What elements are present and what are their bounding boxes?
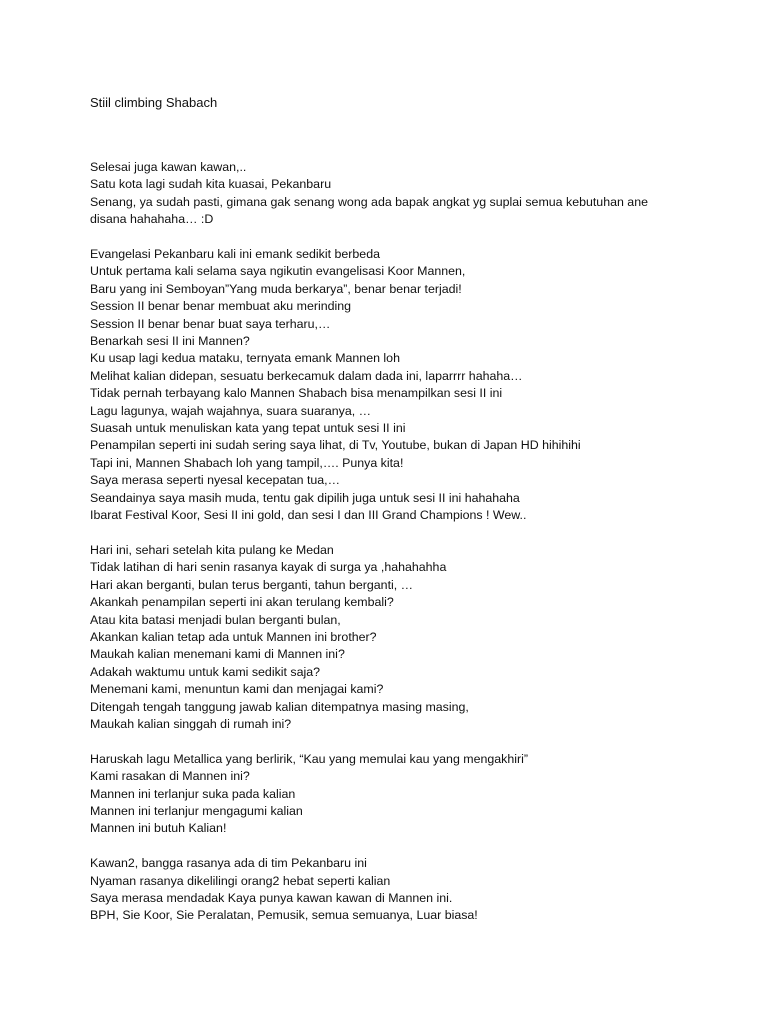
text-line: Maukah kalian singgah di rumah ini? [90,716,292,731]
text-line: Saya merasa seperti nyesal kecepatan tua,… [90,473,341,488]
text-line: Atau kita batasi menjadi bulan berganti bulan, [90,612,341,627]
text-line: Melihat kalian didepan, sesuatu berkecamuk dalam dada ini, laparrrr hahaha… [90,368,523,383]
text-line: Ditengah tengah tanggung jawab kalian ditempatnya masing masing, [90,699,469,714]
text-line: Akankah penampilan seperti ini akan terulang kembali? [90,595,394,610]
text-line: Senang, ya sudah pasti, gimana gak senang wong ada bapak angkat yg suplai semua kebutuhan ane [90,194,648,209]
text-line: Mannen ini terlanjur suka pada kalian [90,786,296,801]
text-line: Saya merasa mendadak Kaya punya kawan kawan di Mannen ini. [90,891,453,905]
text-line: Hari ini, sehari setelah kita pulang ke Medan [90,542,334,557]
text-line: Nyaman rasanya dikelilingi orang2 hebat seperti kalian [90,873,391,888]
text-line: Selesai juga kawan kawan,.. [90,160,247,174]
text-line: Session II benar benar buat saya terharu,… [90,316,331,331]
text-line: Lagu lagunya, wajah wajahnya, suara suaranya, … [90,403,372,418]
document-body [90,159,690,942]
paragraph [90,542,690,733]
text-line: Penampilan seperti ini sudah sering saya lihat, di Tv, Youtube, bukan di Japan HD hihihihi [90,438,581,453]
text-line: Untuk pertama kali selama saya ngikutin evangelisasi Koor Mannen, [90,264,466,279]
paragraph [90,855,690,925]
text-line: Benarkah sesi II ini Mannen? [90,334,250,349]
text-line: Adakah waktumu untuk kami sedikit saja? [90,664,321,679]
text-line: Kawan2, bangga rasanya ada di tim Pekanbaru ini [90,856,367,871]
text-line: Mannen ini terlanjur mengagumi kalian [90,803,303,818]
text-line: Ibarat Festival Koor, Sesi II ini gold, dan sesi I dan III Grand Champions ! Wew.. [90,508,527,523]
text-line: Baru yang ini Semboyan”Yang muda berkarya”, benar benar terjadi! [90,281,462,296]
text-line: Haruskah lagu Metallica yang berlirik, “Kau yang memulai kau yang mengakhiri” [90,751,529,766]
paragraph [90,246,690,525]
text-line: Seandainya saya masih muda, tentu gak dipilih juga untuk sesi II ini hahahaha [90,490,520,505]
text-line: Menemani kami, menuntun kami dan menjagai kami? [90,682,384,697]
text-line: Akankan kalian tetap ada untuk Mannen ini brother? [90,629,377,644]
text-line: Ku usap lagi kedua mataku, ternyata emank Mannen loh [90,351,400,366]
text-line: Hari akan berganti, bulan terus berganti, tahun berganti, … [90,577,414,592]
text-line: BPH, Sie Koor, Sie Peralatan, Pemusik, semua semuanya, Luar biasa! [90,908,478,923]
text-line: Tapi ini, Mannen Shabach loh yang tampil,…. Punya kita! [90,455,404,470]
text-line: Kami rasakan di Mannen ini? [90,769,250,784]
text-line: Session II benar benar membuat aku merinding [90,299,352,314]
paragraph [90,159,690,229]
paragraph [90,751,690,838]
text-line: Suasah untuk menuliskan kata yang tepat untuk sesi II ini [90,421,406,436]
text-line: Mannen ini butuh Kalian! [90,821,227,836]
text-line: disana hahahaha… :D [90,212,214,227]
text-line: Tidak latihan di hari senin rasanya kayak di surga ya ,hahahahha [90,560,447,575]
text-line: Satu kota lagi sudah kita kuasai, Pekanbaru [90,177,332,192]
text-line: Evangelasi Pekanbaru kali ini emank sedikit berbeda [90,247,380,262]
document-title: Stiil climbing Shabach [90,95,218,110]
text-line: Maukah kalian menemani kami di Mannen ini? [90,647,345,662]
text-line: Tidak pernah terbayang kalo Mannen Shabach bisa menampilkan sesi II ini [90,386,503,401]
